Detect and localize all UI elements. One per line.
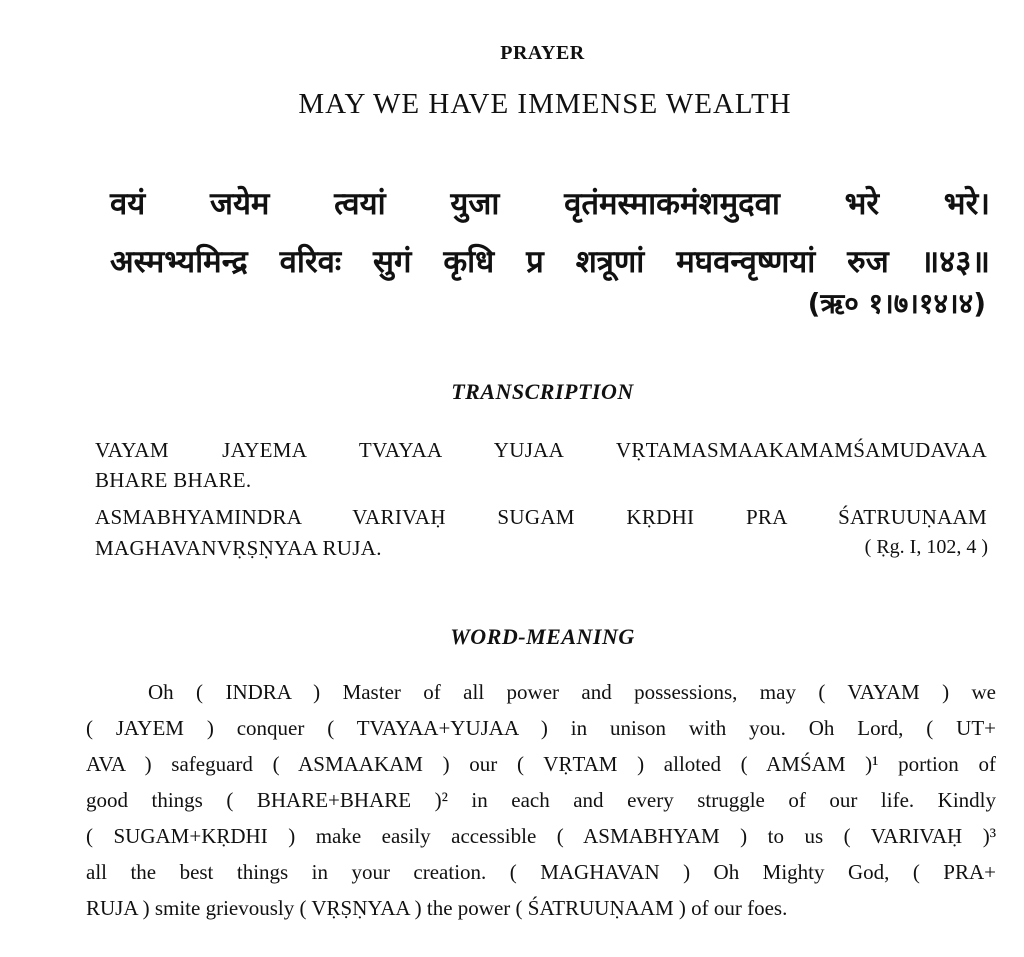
transcription-line-3: ASMABHYAMINDRA VARIVAḤ SUGAM KṚDHI PRA ŚATRUUṆAAM [95, 505, 987, 529]
word-meaning-line: AVA ) safeguard ( ASMAAKAM ) our ( VṚTAM ) alloted ( AMŚAM )¹ portion of [86, 752, 996, 776]
word-meaning-line: Oh ( INDRA ) Master of all power and possessions, may ( VAYAM ) we [148, 680, 996, 704]
sanskrit-verse-line-1: वयं जयेम त्वयां युजा वृतंमस्माकमंशमुदवा भरे भरे। [110, 186, 990, 222]
transcription-reference: ( Ṛg. I, 102, 4 ) [864, 536, 988, 558]
word-meaning-line: RUJA ) smite grievously ( VṚṢṆYAA ) the power ( ŚATRUUṆAAM ) of our foes. [86, 896, 788, 920]
transcription-line-1: VAYAM JAYEMA TVAYAA YUJAA VṚTAMASMAAKAMAMŚAMUDAVAA [95, 438, 987, 462]
word-meaning-heading: WORD-MEANING [450, 624, 635, 649]
word-meaning-line: ( JAYEM ) conquer ( TVAYAA+YUJAA ) in unison with you. Oh Lord, ( UT+ [86, 716, 996, 740]
sanskrit-reference: (ऋ० १।७।१४।४) [807, 287, 986, 320]
page-title: MAY WE HAVE IMMENSE WEALTH [298, 88, 792, 120]
word-meaning-line: ( SUGAM+KṚDHI ) make easily accessible ( ASMABHYAM ) to us ( VARIVAḤ )³ [86, 824, 996, 848]
transcription-line-4: MAGHAVANVṚṢṆYAA RUJA. [95, 536, 382, 560]
prayer-label: PRAYER [500, 42, 585, 64]
word-meaning-line: all the best things in your creation. ( MAGHAVAN ) Oh Mighty God, ( PRA+ [86, 860, 996, 884]
transcription-heading: TRANSCRIPTION [451, 379, 634, 404]
word-meaning-line: good things ( BHARE+BHARE )² in each and every struggle of our life. Kindly [86, 788, 996, 812]
transcription-line-2: BHARE BHARE. [95, 468, 252, 492]
sanskrit-verse-line-2: अस्मभ्यमिन्द्र वरिवः सुगं कृधि प्र शत्रूणां मघवन्वृष्णयां रुज ॥४३॥ [110, 244, 990, 280]
